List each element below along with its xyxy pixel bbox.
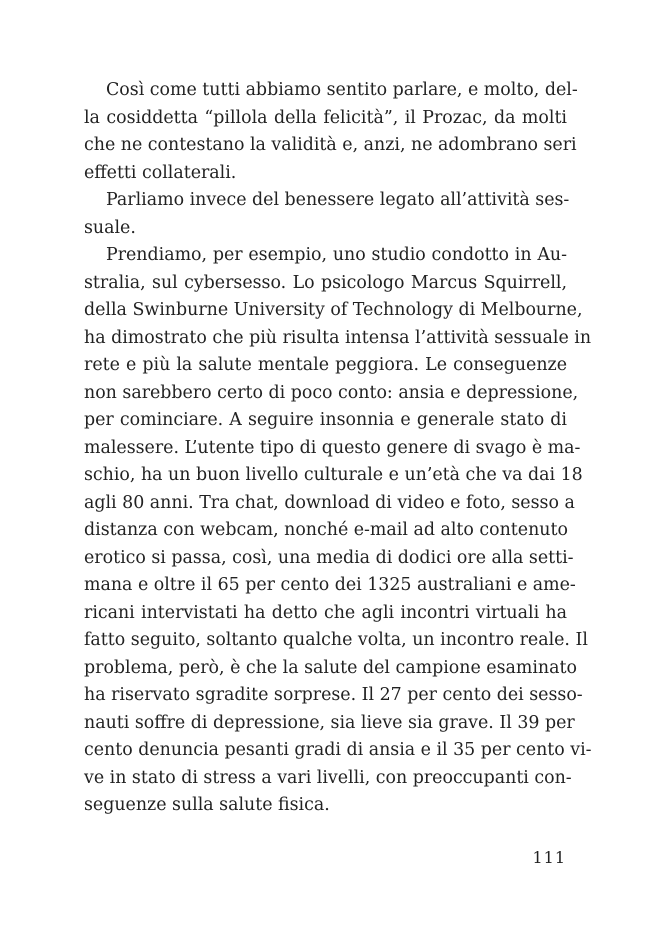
paragraph-prozac (84, 77, 578, 187)
text-line: per cominciare. A seguire insonnia e generale stato di (84, 410, 567, 430)
text-line: Così come tutti abbiamo sentito parlare, e molto, del- (106, 80, 578, 100)
text-line: mana e oltre il 65 per cento dei 1325 australiani e ame- (84, 575, 576, 595)
text-line: ha riservato sgradite sorprese. Il 27 per cento dei sesso- (84, 685, 583, 705)
page-number: 111 (532, 848, 566, 867)
text-line: Prendiamo, per esempio, uno studio condotto in Au- (106, 245, 567, 265)
text-line: che ne contestano la validità e, anzi, ne adombrano seri (84, 135, 577, 155)
text-line: nauti soffre di depressione, sia lieve sia grave. Il 39 per (84, 712, 575, 733)
text-line: suale. (84, 217, 136, 238)
text-line: erotico si passa, così, una media di dodici ore alla setti- (84, 547, 574, 568)
text-line: ve in stato di stress a vari livelli, con preoccupanti con- (84, 767, 572, 788)
text-line: la cosiddetta “pillola della felicità”, il Prozac, da molti (84, 107, 567, 128)
text-line: seguenze sulla salute fisica. (84, 795, 330, 815)
text-line: ricani intervistati ha detto che agli incontri virtuali ha (84, 602, 567, 623)
text-line: problema, però, è che la salute del campione esaminato (84, 657, 577, 678)
text-line: distanza con webcam, nonché e-mail ad alto contenuto (84, 520, 568, 540)
text-line: fatto seguito, soltanto qualche volta, un incontro reale. Il (84, 630, 588, 650)
text-line: ha dimostrato che più risulta intensa l’attività sessuale in (84, 327, 592, 348)
paragraph-benessere (84, 187, 570, 242)
text-line: cento denuncia pesanti gradi di ansia e il 35 per cento vi- (84, 740, 592, 760)
text-line: malessere. L’utente tipo di questo genere di svago è ma- (84, 437, 581, 458)
paragraph-cybersesso (84, 242, 592, 820)
book-page-text (84, 77, 592, 820)
text-line: Parliamo invece del benessere legato all’attività ses- (106, 190, 570, 210)
text-line: rete e più la salute mentale peggiora. Le conseguenze (84, 355, 567, 375)
text-line: della Swinburne University of Technology di Melbourne, (84, 300, 583, 320)
text-line: schio, ha un buon livello culturale e un’età che va dai 18 (84, 465, 583, 485)
text-line: non sarebbero certo di poco conto: ansia e depressione, (84, 382, 579, 403)
text-line: agli 80 anni. Tra chat, download di video e foto, sesso a (84, 492, 575, 513)
text-line: stralia, sul cybersesso. Lo psicologo Marcus Squirrell, (84, 272, 567, 293)
text-line: effetti collaterali. (84, 162, 237, 183)
